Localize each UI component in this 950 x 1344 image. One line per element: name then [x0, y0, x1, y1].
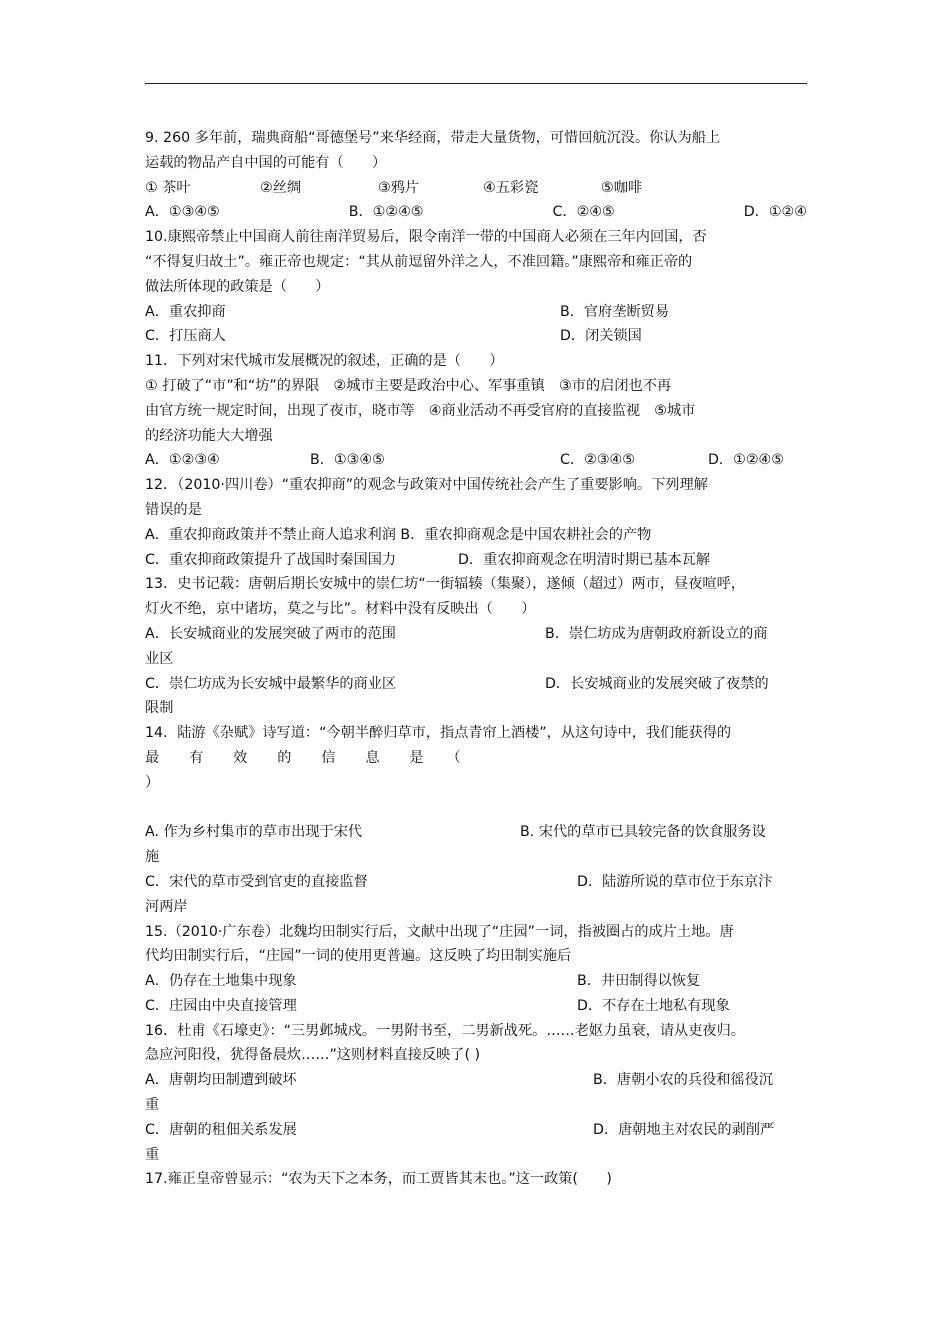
- q13-option-b-wrap: 业区: [145, 650, 174, 667]
- q15-option-b: B．井田制得以恢复: [577, 973, 701, 990]
- q9-items: [145, 176, 807, 201]
- q9-item-3: ③鸦片: [378, 179, 420, 196]
- q16-option-b: B．唐朝小农的兵役和徭役沉: [593, 1072, 773, 1089]
- q12-option-c: C．重农抑商政策提升了战国时秦国国力: [145, 551, 397, 568]
- q11-stem-line-2: ① 打破了“市”和“坊”的界限 ②城市主要是政治中心、军事重镇 ③市的启闭也不再: [145, 377, 672, 394]
- q12-options-ab: A．重农抑商政策并不禁止商人追求利润 B．重农抑商观念是中国农耕社会的产物: [145, 526, 652, 543]
- q10-stem-line-2: “不得复归故土”。雍正帝也规定：“其从前逗留外洋之人，不准回籍。”康熙帝和雍正帝的: [145, 253, 693, 270]
- q14-options-cd: [145, 870, 807, 895]
- q14-option-a: A. 作为乡村集市的草市出现于宋代: [145, 824, 363, 841]
- q17-stem-line-1: 17.雍正皇帝曾显示：“农为天下之本务，而工贾皆其末也。”这一政策( ): [145, 1171, 612, 1188]
- header-rule: [145, 83, 807, 84]
- q13-stem-line-1: 13．史书记载：唐朝后期长安城中的崇仁坊“一街辐辏（集聚），遂倾（超过）两市，昼夜喧呼，: [145, 576, 745, 593]
- q12-stem-line-2: 错误的是: [145, 501, 202, 518]
- q13-option-b: B．崇仁坊成为唐朝政府新设立的商: [545, 625, 768, 642]
- q15-stem-line-1: 15.（2010·广东卷）北魏均田制实行后，文献中出现了“庄园”一词，指被圈占的成片土地。唐: [145, 923, 734, 940]
- q9-options: [145, 200, 807, 225]
- q11-option-c: C．②③④⑤: [560, 452, 635, 469]
- q15-options-ab: [145, 969, 807, 994]
- q16-option-c: C．唐朝的租佃关系发展: [145, 1121, 297, 1138]
- q15-option-d: D．不存在土地私有现象: [577, 997, 730, 1014]
- q13-options-cd: [145, 672, 807, 697]
- q14-options-ab: [145, 820, 807, 845]
- q12-option-d: D．重农抑商观念在明清时期已基本瓦解: [458, 551, 711, 568]
- q14-option-b-wrap: 施: [145, 849, 160, 866]
- q9-option-c: C．②④⑤: [552, 204, 615, 221]
- q10-option-d: D．闭关锁国: [560, 328, 642, 345]
- q16-option-d-wrap: 重: [145, 1146, 160, 1163]
- q11-options: [145, 448, 807, 473]
- q14-option-d-wrap: 河两岸: [145, 898, 188, 915]
- q9-option-a: A．①③④⑤: [145, 204, 220, 221]
- q14-option-d: D．陆游所说的草市位于东京汴: [577, 873, 773, 890]
- q9-item-1: ① 茶叶: [145, 179, 191, 196]
- q11-option-b: B．①③④⑤: [310, 452, 385, 469]
- q13-option-c: C．崇仁坊成为长安城中最繁华的商业区: [145, 675, 397, 692]
- q16-options-ab: [145, 1068, 807, 1093]
- q9-option-b: B．①②④⑤: [348, 204, 424, 221]
- q14-stem-line-2: 最 有 效 的 信 息 是 （: [145, 749, 462, 766]
- q10-options-cd: [145, 324, 807, 349]
- q16-option-d: D．唐朝地主对农民的剥削严: [593, 1121, 775, 1138]
- q14-option-b: B. 宋代的草市已具较完备的饮食服务设: [520, 824, 766, 841]
- q11-stem-line-1: 11．下列对宋代城市发展概况的叙述，正确的是（ ）: [145, 353, 504, 370]
- q14-stem-line-3: ）: [145, 774, 160, 791]
- q11-option-a: A．①②③④: [145, 452, 220, 469]
- q11-stem-line-4: 的经济功能大大增强: [145, 427, 273, 444]
- q13-stem-line-2: 灯火不绝，京中诸坊，莫之与比”。材料中没有反映出（ ）: [145, 601, 536, 618]
- q11-option-d: D．①②④⑤: [708, 452, 784, 469]
- spacer: [145, 796, 807, 821]
- q12-stem-line-1: 12．（2010·四川卷）“重农抑商”的观念与政策对中国传统社会产生了重要影响。下列理解: [145, 477, 708, 494]
- q10-stem-line-3: 做法所体现的政策是（ ）: [145, 278, 330, 295]
- q16-stem-line-2: 急应河阳役，犹得备晨炊……”这则材料直接反映了( ): [145, 1047, 481, 1064]
- q15-stem-line-2: 代均田制实行后，“庄园”一词的使用更普遍。这反映了均田制实施后: [145, 948, 572, 965]
- q14-option-c: C．宋代的草市受到官吏的直接监督: [145, 873, 368, 890]
- q13-option-a: A．长安城商业的发展突破了两市的范围: [145, 625, 396, 642]
- q9-item-2: ②丝绸: [260, 179, 302, 196]
- q15-option-a: A．仍存在土地集中现象: [145, 973, 297, 990]
- q13-option-d-wrap: 限制: [145, 700, 174, 717]
- q13-option-d: D．长安城商业的发展突破了夜禁的: [545, 675, 769, 692]
- q13-options-ab: [145, 622, 807, 647]
- q9-item-5: ⑤咖啡: [601, 179, 643, 196]
- q16-stem-line-1: 16．杜甫《石壕吏》：“三男邺城戍。一男附书至，二男新战死。……老妪力虽衰，请从吏夜归。: [145, 1022, 745, 1039]
- q12-options-cd: [145, 548, 807, 573]
- q9-stem-line-1: 9. 260 多年前，瑞典商船“哥德堡号”来华经商，带走大量货物，可惜回航沉没。你认为船上: [145, 130, 721, 146]
- q14-stem-line-1: 14．陆游《杂赋》诗写道：“今朝半醉归草市，指点青帘上酒楼”，从这句诗中，我们能获得的: [145, 725, 732, 742]
- q9-item-4: ④五彩瓷: [483, 179, 539, 196]
- q16-options-cd: [145, 1118, 807, 1143]
- q10-options-ab: [145, 300, 807, 325]
- q11-stem-line-3: 由官方统一规定时间，出现了夜市，晓市等 ④商业活动不再受官府的直接监视 ⑤城市: [145, 402, 696, 419]
- q10-option-a: A．重农抑商: [145, 303, 226, 320]
- q10-option-c: C．打压商人: [145, 328, 226, 345]
- q15-options-cd: [145, 994, 807, 1019]
- q9-option-d: D．①②④: [743, 204, 807, 221]
- q16-option-a: A．唐朝均田制遭到破坏: [145, 1072, 297, 1089]
- q9-stem-line-2: 运载的物品产自中国的可能有（ ）: [145, 154, 387, 171]
- question-page: [145, 126, 807, 1192]
- q15-option-c: C．庄园由中央直接管理: [145, 997, 297, 1014]
- q10-stem-line-1: 10.康熙帝禁止中国商人前往南洋贸易后，限令南洋一带的中国商人必须在三年内回国，否: [145, 229, 707, 246]
- q16-option-b-wrap: 重: [145, 1097, 160, 1114]
- q10-option-b: B．官府垄断贸易: [560, 303, 670, 320]
